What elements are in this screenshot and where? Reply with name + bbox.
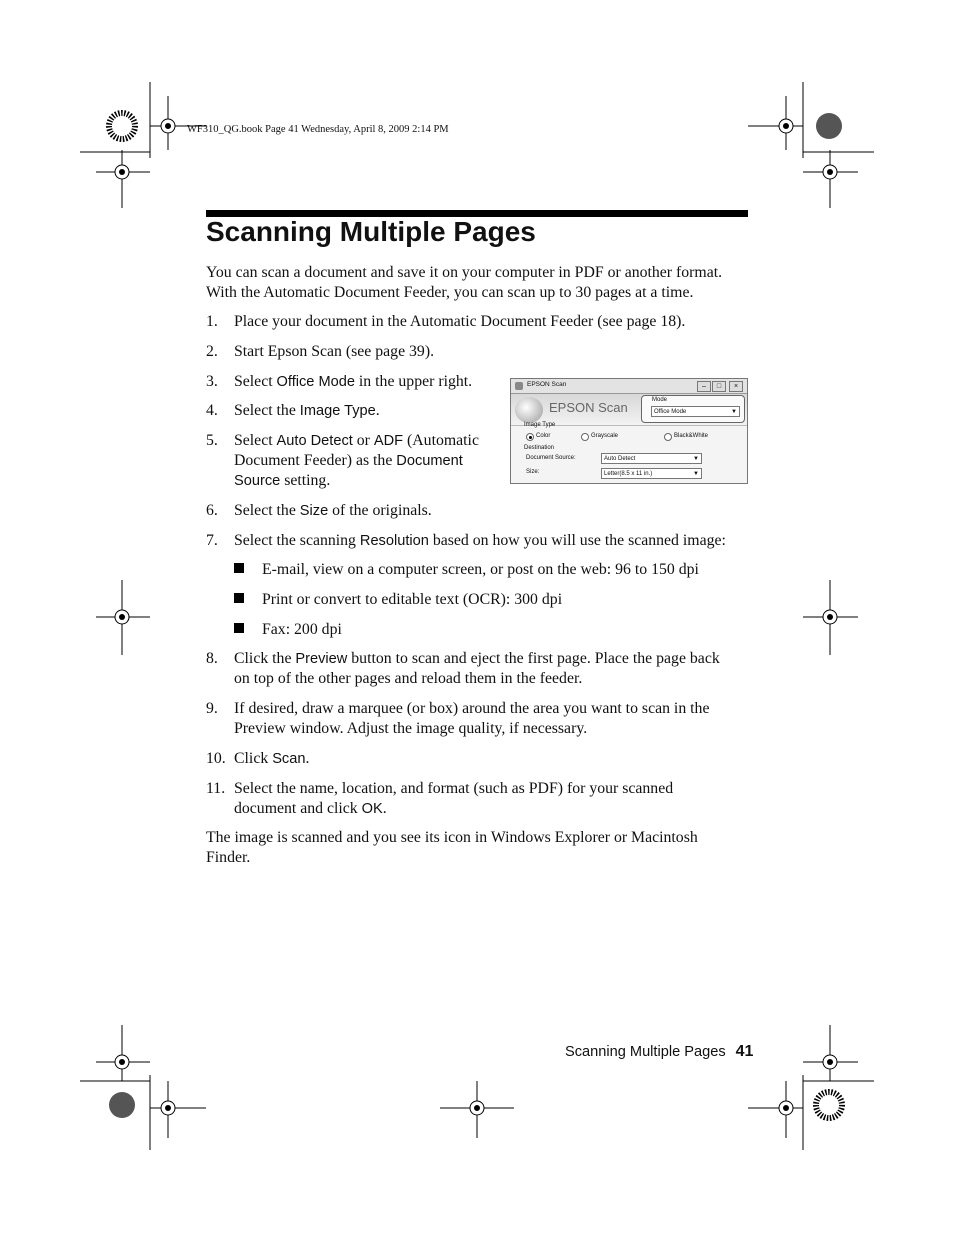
size-label: Size: bbox=[526, 469, 540, 475]
step-number: 1. bbox=[206, 313, 218, 330]
radio-color bbox=[526, 433, 534, 441]
step-number: 10. bbox=[206, 750, 226, 767]
step-8 bbox=[206, 649, 751, 689]
bullet-item bbox=[234, 620, 342, 640]
close-icon: × bbox=[729, 381, 743, 392]
ui-term-preview: Preview bbox=[295, 651, 348, 667]
step-text: Select bbox=[234, 373, 277, 390]
step-text: Click the bbox=[234, 650, 296, 667]
mode-select bbox=[651, 406, 740, 417]
bullet-text: Print or convert to editable text (OCR): 300 dpi bbox=[262, 591, 563, 608]
document-source-value: Auto Detect bbox=[604, 456, 636, 462]
step-number: 7. bbox=[206, 532, 218, 549]
bullet-item bbox=[234, 590, 562, 610]
step-number: 5. bbox=[206, 432, 218, 449]
step-text: . bbox=[382, 800, 387, 817]
window-titlebar bbox=[511, 379, 747, 394]
mode-label: Mode bbox=[652, 397, 668, 403]
bullet-square-icon bbox=[234, 563, 244, 573]
step-text: Select the bbox=[234, 402, 300, 419]
step-text: Select bbox=[234, 432, 277, 449]
maximize-icon: □ bbox=[712, 381, 726, 392]
header-stamp: WF310_QG.book Page 41 Wednesday, April 8, 2009 2:14 PM bbox=[187, 124, 449, 135]
color-label: Color bbox=[536, 433, 551, 439]
step-text: . bbox=[375, 402, 380, 419]
footer-section: Scanning Multiple Pages bbox=[565, 1044, 726, 1060]
chevron-down-icon: ▼ bbox=[693, 471, 699, 477]
minimize-icon: – bbox=[697, 381, 711, 392]
destination-label: Destination bbox=[524, 445, 555, 451]
grayscale-label: Grayscale bbox=[591, 433, 619, 439]
ui-term-ok: OK bbox=[361, 801, 383, 817]
intro-paragraph: You can scan a document and save it on your computer in PDF or another format. With the Automatic Document Feeder, you can scan up to 30 pages at a time. bbox=[206, 264, 723, 301]
step-text: (Automatic bbox=[403, 432, 479, 449]
step-text: Start Epson Scan (see page 39). bbox=[234, 343, 435, 360]
bullet-square-icon bbox=[234, 593, 244, 603]
radio-grayscale bbox=[581, 433, 589, 441]
step-text: document and click bbox=[234, 800, 362, 817]
ui-term-image-type: Image Type bbox=[299, 403, 376, 419]
step-text: Document Feeder) as the bbox=[234, 452, 397, 469]
document-source-label: Document Source: bbox=[526, 455, 576, 461]
step-text: on top of the other pages and reload them in the feeder. bbox=[234, 670, 583, 687]
step-text: in the upper right. bbox=[354, 373, 473, 390]
bullet-text: E-mail, view on a computer screen, or post on the web: 96 to 150 dpi bbox=[262, 561, 699, 578]
ui-term-size: Size bbox=[299, 503, 329, 519]
step-number: 11. bbox=[206, 780, 226, 797]
mode-value: Office Mode bbox=[654, 409, 687, 415]
size-value: Letter(8.5 x 11 in.) bbox=[604, 471, 653, 477]
step-text: button to scan and eject the first page. Place the page back bbox=[347, 650, 720, 667]
step-number: 2. bbox=[206, 343, 218, 360]
epson-logo-icon bbox=[515, 397, 543, 423]
step-5 bbox=[206, 431, 506, 491]
step-text: or bbox=[352, 432, 374, 449]
step-text: Select the scanning bbox=[234, 532, 360, 549]
ui-term-source: Source bbox=[234, 473, 281, 489]
epson-scan-screenshot bbox=[510, 378, 748, 484]
app-icon bbox=[515, 382, 523, 390]
black-white-label: Black&White bbox=[674, 433, 709, 439]
step-number: 8. bbox=[206, 650, 218, 667]
step-number: 3. bbox=[206, 373, 218, 390]
step-number: 6. bbox=[206, 502, 218, 519]
ui-term-auto-detect: Auto Detect bbox=[276, 433, 353, 449]
step-text: . bbox=[305, 750, 310, 767]
chevron-down-icon: ▼ bbox=[693, 456, 699, 462]
bullet-square-icon bbox=[234, 623, 244, 633]
page-footer bbox=[565, 1043, 753, 1061]
step-number: 4. bbox=[206, 402, 218, 419]
ui-term-adf: ADF bbox=[373, 433, 404, 449]
step-text: Preview window. Adjust the image quality, if necessary. bbox=[234, 720, 588, 737]
ui-term-office-mode: Office Mode bbox=[276, 374, 355, 390]
page-title: Scanning Multiple Pages bbox=[206, 216, 536, 247]
closing-paragraph: The image is scanned and you see its icon in Windows Explorer or Macintosh Finder. bbox=[206, 829, 698, 866]
bullet-item bbox=[234, 560, 699, 580]
chevron-down-icon: ▼ bbox=[731, 409, 737, 415]
ui-term-resolution: Resolution bbox=[359, 533, 429, 549]
step-text: Select the name, location, and format (such as PDF) for your scanned bbox=[234, 780, 674, 797]
step-text: of the originals. bbox=[328, 502, 432, 519]
ui-term-scan: Scan bbox=[272, 751, 306, 767]
ui-term-document: Document bbox=[396, 453, 463, 469]
image-type-label: Image Type bbox=[524, 422, 556, 428]
step-number: 9. bbox=[206, 700, 218, 717]
size-select bbox=[601, 468, 702, 479]
document-source-select bbox=[601, 453, 702, 464]
brand-label: EPSON Scan bbox=[549, 400, 628, 415]
bullet-text: Fax: 200 dpi bbox=[262, 621, 342, 638]
step-text: setting. bbox=[280, 472, 331, 489]
step-text: If desired, draw a marquee (or box) around the area you want to scan in the bbox=[234, 700, 710, 717]
radio-black-white bbox=[664, 433, 672, 441]
window-title: EPSON Scan bbox=[527, 381, 567, 388]
page-number: 41 bbox=[735, 1043, 754, 1060]
step-9 bbox=[206, 699, 751, 739]
step-text: Select the bbox=[234, 502, 300, 519]
step-text: Click bbox=[234, 750, 273, 767]
mode-box bbox=[641, 395, 745, 423]
step-11 bbox=[206, 779, 751, 819]
step-text: based on how you will use the scanned image: bbox=[428, 532, 726, 549]
step-text: Place your document in the Automatic Document Feeder (see page 18). bbox=[234, 313, 686, 330]
